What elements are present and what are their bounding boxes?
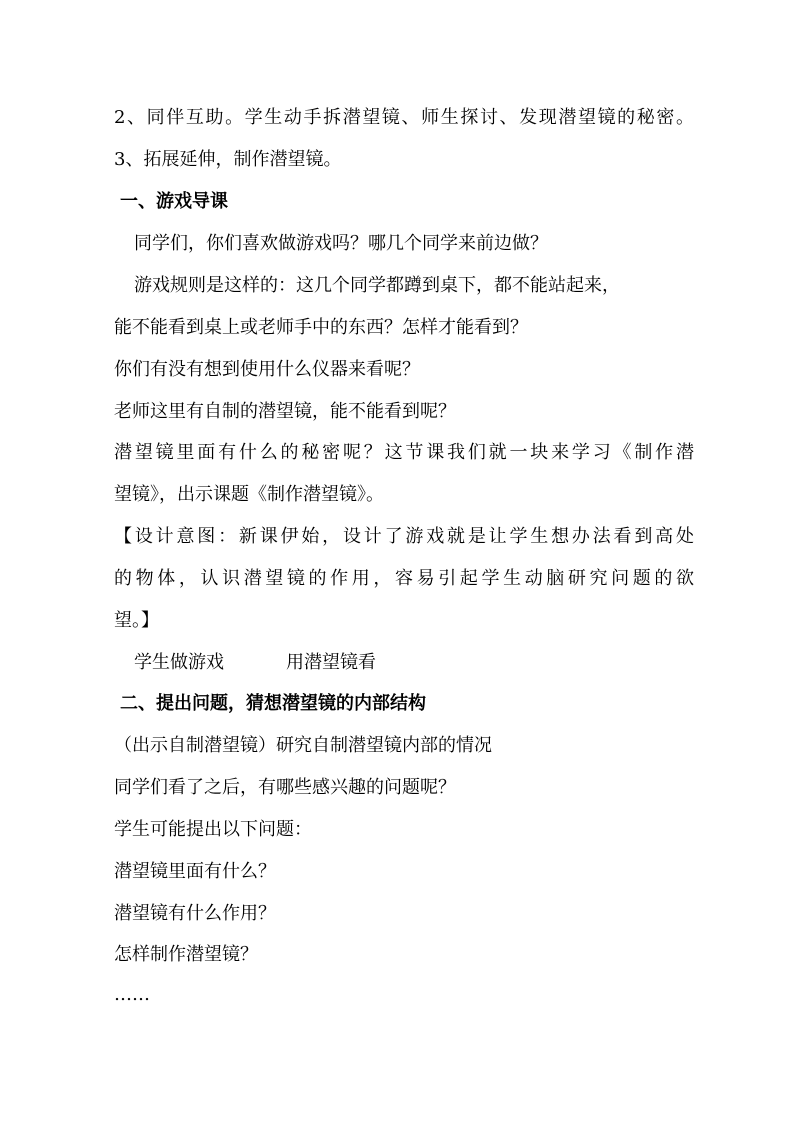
- paragraph-line: 能不能看到桌上或老师手中的东西？怎样才能看到？: [114, 317, 528, 338]
- question-item: 潜望镜有什么作用？: [114, 903, 276, 924]
- section-heading-2: 二、提出问题，猜想潜望镜的内部结构: [120, 693, 426, 714]
- step-2-line: 2、同伴互助。学生动手拆潜望镜、师生探讨、发现潜望镜的秘密。: [114, 107, 694, 128]
- question-item: 怎样制作潜望镜？: [114, 944, 258, 965]
- design-intent-line: 【设计意图：新课伊始，设计了游戏就是让学生想办法看到高处: [114, 526, 694, 547]
- ellipsis-line: ……: [114, 984, 150, 1005]
- paragraph-line: 你们有没有想到使用什么仪器来看呢？: [114, 359, 420, 380]
- activity-play-game: 学生做游戏: [134, 652, 224, 673]
- paragraph-line: 同学们，你们喜欢做游戏吗？哪几个同学来前边做？: [134, 233, 548, 254]
- question-item: 潜望镜里面有什么？: [114, 861, 276, 882]
- paragraph-line: 学生可能提出以下问题：: [114, 819, 312, 840]
- step-3-line: 3、拓展延伸，制作潜望镜。: [114, 149, 342, 170]
- design-intent-line: 的物体，认识潜望镜的作用，容易引起学生动脑研究问题的欲: [114, 568, 694, 589]
- paragraph-line: 游戏规则是这样的：这几个同学都蹲到桌下，都不能站起来，: [134, 275, 620, 296]
- paragraph-line: 老师这里有自制的潜望镜，能不能看到呢？: [114, 401, 456, 422]
- paragraph-line: 望镜》，出示课题《制作潜望镜》。: [114, 484, 384, 505]
- paragraph-line: 同学们看了之后，有哪些感兴趣的问题呢？: [114, 777, 456, 798]
- paragraph-line: （出示自制潜望镜）研究自制潜望镜内部的情况: [114, 735, 492, 756]
- paragraph-line: 潜望镜里面有什么的秘密呢？这节课我们就一块来学习《制作潜: [114, 442, 694, 463]
- activity-use-periscope: 用潜望镜看: [286, 652, 376, 673]
- activity-line: [134, 651, 714, 675]
- section-heading-1: 一、游戏导课: [120, 191, 228, 212]
- design-intent-line: 望。】: [114, 610, 159, 631]
